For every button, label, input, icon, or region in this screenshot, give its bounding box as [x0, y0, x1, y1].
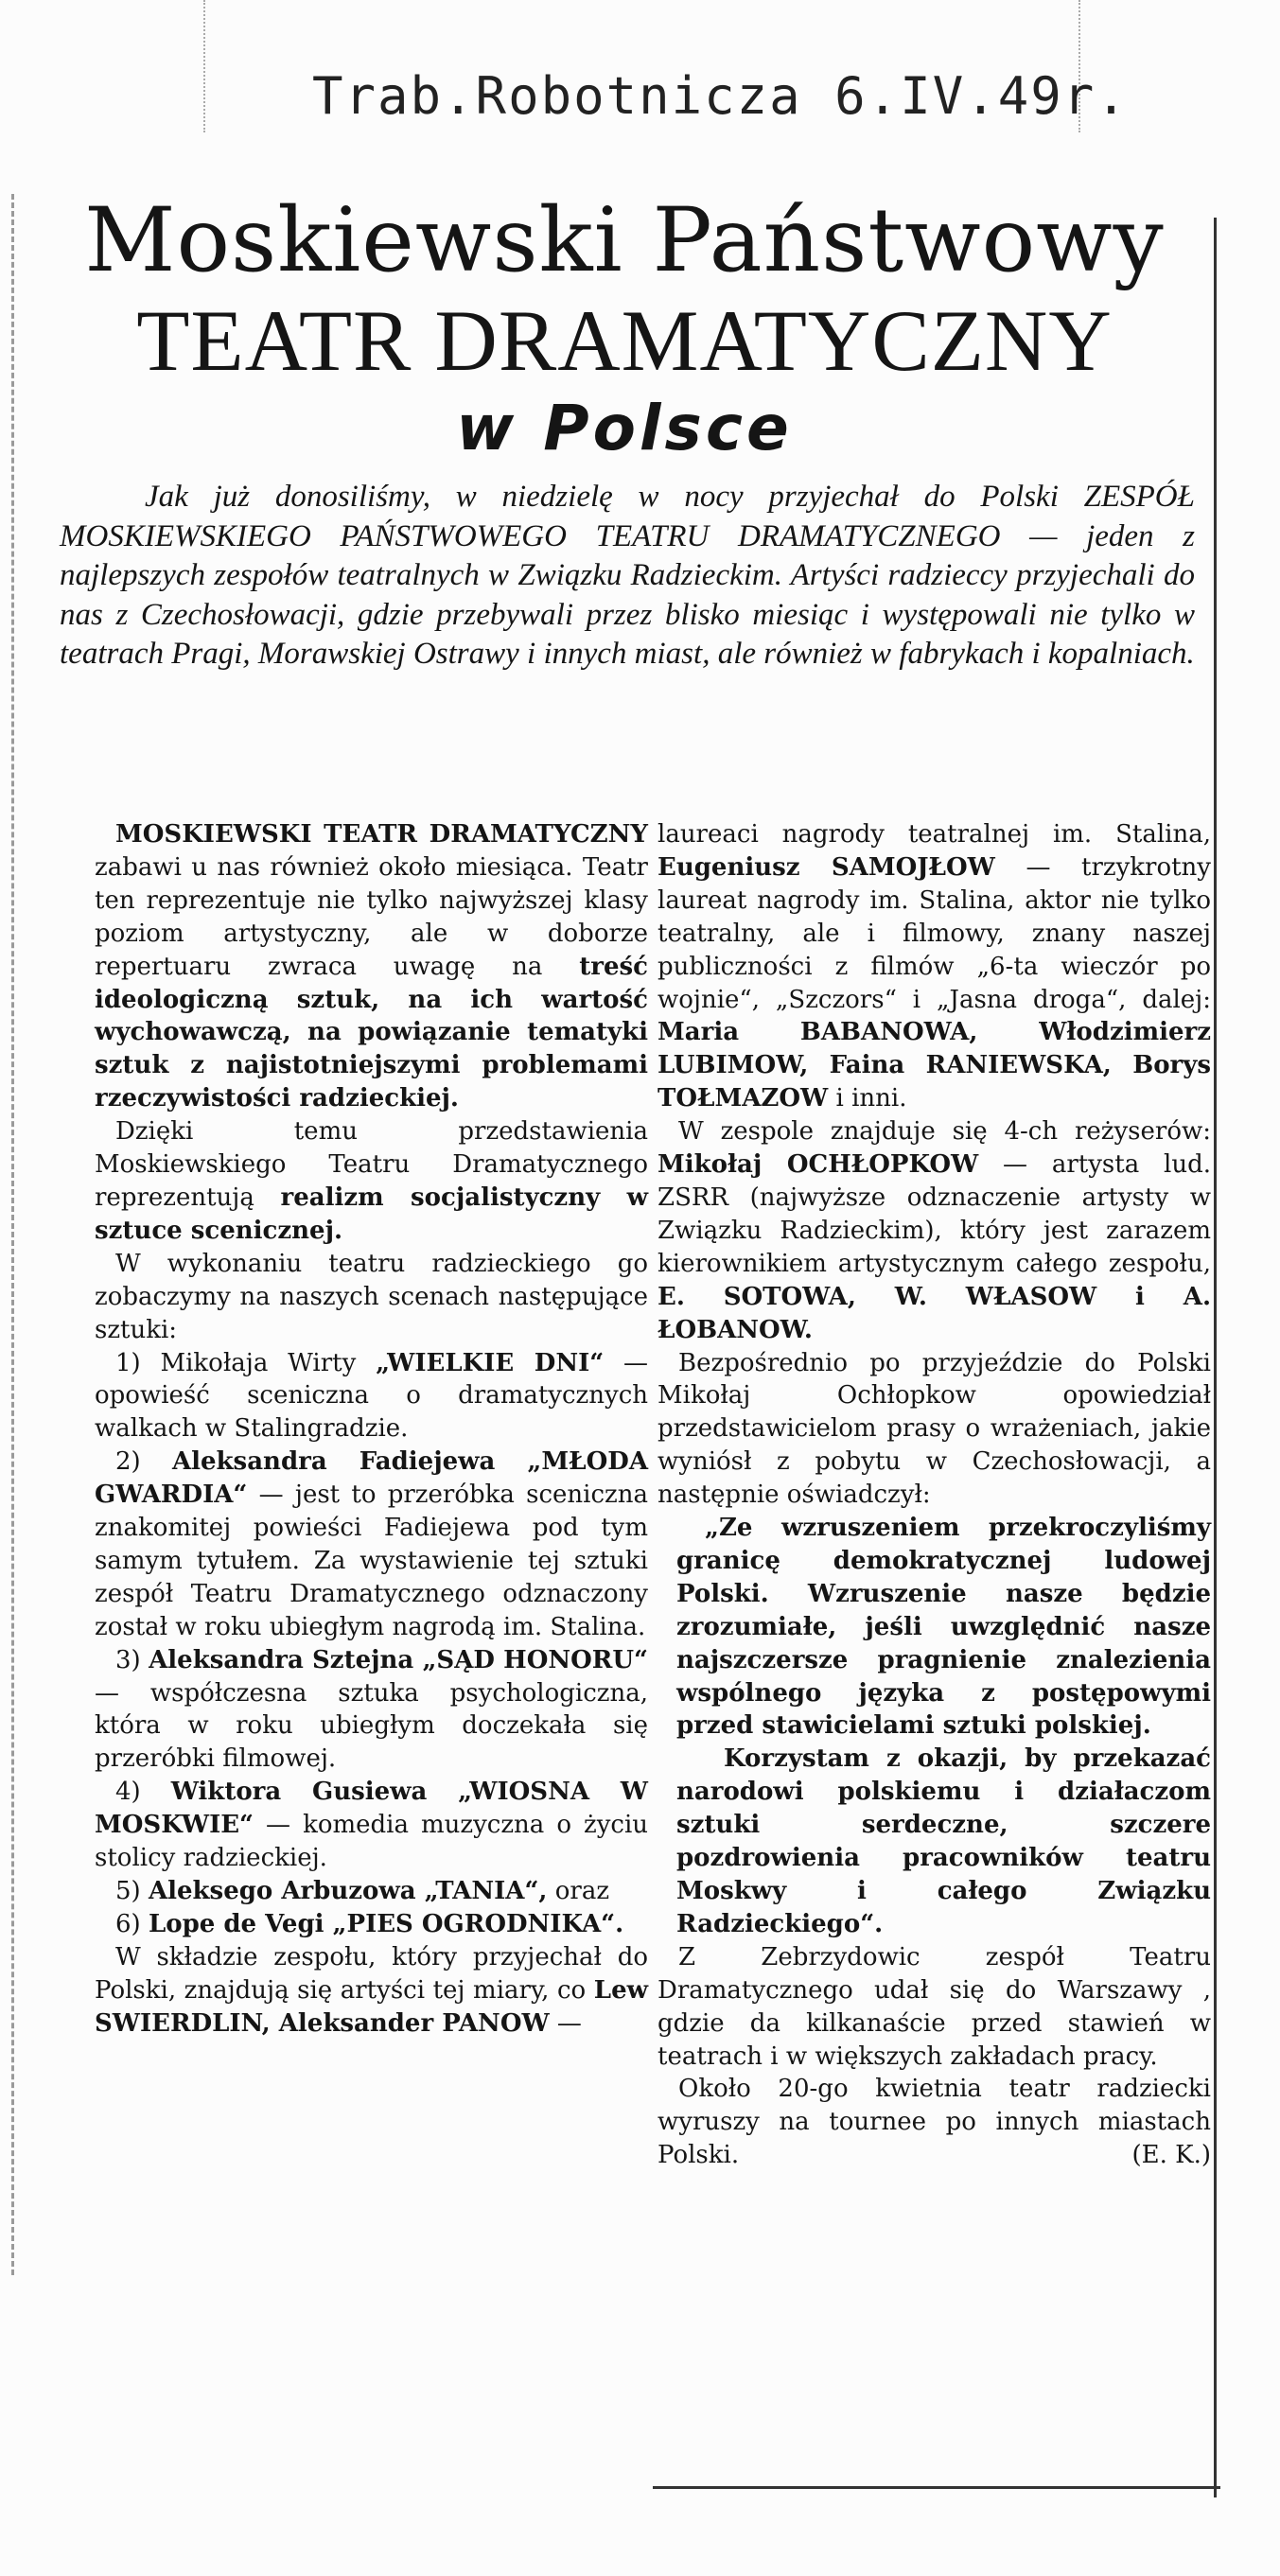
- quote-paragraph: Korzystam z okazji, by przekazać narodowi polskiemu i działaczom sztuki serdeczne, szczere pozdrowienia pracowników teatru Moskwy i całego Związku Radzieckiego“.: [676, 1744, 1211, 1938]
- paragraph: Z Zebrzydowic zespół Teatru Dramatycznego udał się do Warszawy , gdzie da kilkanaście przed stawień w teatrach i w większych zakładach pracy.: [658, 1942, 1211, 2071]
- source-stamp: Trab.Robotnicza 6.IV.49r.: [312, 66, 1129, 126]
- paragraph: Bezpośrednio po przyjeździe do Polski Mikołaj Ochłopkow opowiedział przedstawicielom prasy o wrażeniach, jakie wyniósł z pobytu w Czechosłowacji, a następnie oświadczył:: [658, 1348, 1211, 1510]
- headline-line-2: TEATR DRAMATYCZNY: [136, 292, 1113, 389]
- paragraph: W składzie zespołu, który przyjechał do Polski, znajdują się artyści tej miary, co Lew SWIERDLIN, Aleksander PANOW —: [95, 1942, 648, 2038]
- paragraph: Około 20-go kwietnia teatr radziecki wyruszy na tournee po innych miastach Polski. (E. K.): [658, 2073, 1211, 2172]
- column-left: [95, 818, 648, 2041]
- signature: (E. K.): [1131, 2141, 1211, 2170]
- paper-edge-left: [203, 0, 207, 132]
- quote-paragraph: „Ze wzruszeniem przekroczyliśmy granicę demokratycznej ludowej Polski. Wzruszenie nasze będzie zrozumiałe, jeśli uwzględnić nasze najszczersze pragnienie znalezienia wspólnego języka z postępowymi przed stawicielami sztuki polskiej.: [676, 1514, 1211, 1741]
- paragraph: W zespole znajduje się 4-ch reżyserów: Mikołaj OCHŁOPKOW — artysta lud. ZSRR (najwyższe odznaczenie artysty w Związku Radzieckim), który jest zarazem kierownikiem artystycznym całego zespołu, E. SOTOWA, W. WŁASOW i A. ŁOBANOW.: [658, 1117, 1211, 1344]
- column-right: [658, 818, 1211, 2172]
- newspaper-article: [43, 189, 1211, 2493]
- play-item: 5) Aleksego Arbuzowa „TANIA“, oraz: [115, 1877, 610, 1905]
- clipping-border-left: [11, 194, 14, 2275]
- clipping-border-right: [1214, 218, 1217, 2497]
- play-item: 6) Lope de Vegi „PIES OGRODNIKA“.: [115, 1909, 624, 1938]
- play-item: 2) Aleksandra Fadiejewa „MŁODA GWARDIA“ — jest to przeróbka sceniczna znakomitej powieści Fadiejewa pod tym samym tytułem. Za wystawienie tej sztuki zespół Teatru Dramatycznego odznaczony został w roku ubiegłym nagrodą im. Stalina.: [95, 1447, 648, 1641]
- paragraph: W wykonaniu teatru radzieckiego go zobaczymy na naszych scenach następujące sztuki:: [95, 1249, 648, 1344]
- paragraph: Dzięki temu przedstawienia Moskiewskiego Teatru Dramatycznego reprezentują realizm socjalistyczny w sztuce scenicznej.: [95, 1117, 649, 1245]
- paragraph: laureaci nagrody teatralnej im. Stalina, Eugeniusz SAMOJŁOW — trzykrotny laureat nagrody im. Stalina, aktor nie tylko teatralny, ale i filmowy, znany naszej publiczności z filmów „6-ta wieczór po wojnie“, „Szczors“ i „Jasna droga“, dalej: Maria BABANOWA, Włodzimierz LUBIMOW, Faina RANIEWSKA, Borys TOŁMAZOW i inni.: [658, 820, 1211, 1113]
- lead-paragraph: Jak już donosiliśmy, w niedzielę w nocy przyjechał do Polski ZESPÓŁ MOSKIEWSKIEGO PAŃSTWOWEGO TEATRU DRAMATYCZNEGO — jeden z najlepszych zespołów teatralnych w Związku Radzieckim. Artyści radzieccy przyjechali do nas z Czechosłowacji, gdzie przebywali przez blisko miesiąc i występowali nie tylko w teatrach Pragi, Morawskiej Ostrawy i innych miast, ale również w fabrykach i kopalniach.: [60, 480, 1195, 671]
- play-item: 1) Mikołaja Wirty „WIELKIE DNI“ — opowieść sceniczna o dramatycznych walkach w Stalingradzie.: [95, 1348, 649, 1444]
- headline-line-1: Moskiewski Państwowy: [84, 189, 1165, 292]
- play-item: 3) Aleksandra Sztejna „SĄD HONORU“ — współczesna sztuka psychologiczna, która w roku ubiegłym doczekała się przeróbki filmowej.: [95, 1645, 648, 1774]
- play-item: 4) Wiktora Gusiewa „WIOSNA W MOSKWIE“ — komedia muzyczna o życiu stolicy radzieckiej.: [95, 1778, 648, 1873]
- paragraph: MOSKIEWSKI TEATR DRAMATYCZNY zabawi u nas również około miesiąca. Teatr ten reprezentuje nie tylko najwyższej klasy poziom artystyczny, ale w doborze repertuaru zwraca uwagę na treść ideologiczną sztuk, na ich wartość wychowawczą, na powiązanie tematyki sztuk z najistotniejszymi problemami rzeczywistości radzieckiej.: [95, 820, 648, 1113]
- headline-line-3: w Polsce: [456, 392, 793, 464]
